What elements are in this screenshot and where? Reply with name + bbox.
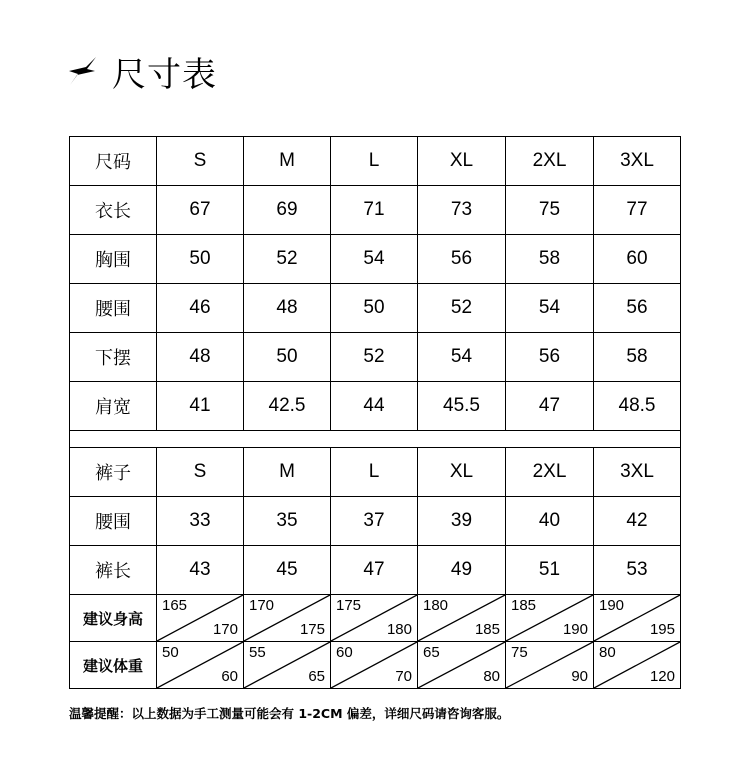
separator-cell <box>70 431 681 448</box>
table-cell: XL <box>418 137 506 186</box>
table-cell: 54 <box>506 284 594 333</box>
range-min: 190 <box>599 597 625 614</box>
range-max: 170 <box>212 621 238 638</box>
table-cell: 54 <box>418 333 506 382</box>
range-max: 185 <box>474 621 500 638</box>
range-max: 90 <box>571 668 588 685</box>
table-cell: 73 <box>418 186 506 235</box>
row-label: 肩宽 <box>70 382 157 431</box>
range-cell <box>244 642 331 689</box>
table-cell: 45 <box>244 546 331 595</box>
table-cell: 53 <box>594 546 681 595</box>
table-cell: 46 <box>157 284 244 333</box>
table-cell: 56 <box>506 333 594 382</box>
weight-recommend-row <box>70 642 681 689</box>
table-cell: 45.5 <box>418 382 506 431</box>
size-table <box>69 136 681 689</box>
row-label: 胸围 <box>70 235 157 284</box>
row-label: 衣长 <box>70 186 157 235</box>
range-min: 65 <box>423 644 440 661</box>
table-cell: 58 <box>506 235 594 284</box>
range-max: 60 <box>221 668 238 685</box>
range-cell <box>157 595 244 642</box>
range-min: 80 <box>599 644 616 661</box>
table-cell: 48 <box>157 333 244 382</box>
table-cell: 58 <box>594 333 681 382</box>
top-size-row <box>70 235 681 284</box>
table-cell: 50 <box>157 235 244 284</box>
table-cell: 43 <box>157 546 244 595</box>
table-cell: 37 <box>331 497 418 546</box>
range-max: 190 <box>562 621 588 638</box>
pants-size-row <box>70 546 681 595</box>
pants-header-row <box>70 448 681 497</box>
table-cell: M <box>244 137 331 186</box>
table-cell: 33 <box>157 497 244 546</box>
range-min: 185 <box>511 597 537 614</box>
table-cell: 52 <box>244 235 331 284</box>
row-label: 裤子 <box>70 448 157 497</box>
range-min: 170 <box>249 597 275 614</box>
table-cell: 56 <box>594 284 681 333</box>
top-size-row <box>70 284 681 333</box>
range-min: 60 <box>336 644 353 661</box>
measurement-note: 温馨提醒：以上数据为手工测量可能会有 1-2CM 偏差，详细尺码请咨询客服。 <box>69 706 510 721</box>
range-cell <box>244 595 331 642</box>
table-cell: 48.5 <box>594 382 681 431</box>
table-cell: 44 <box>331 382 418 431</box>
range-max: 195 <box>649 621 675 638</box>
table-cell: 47 <box>331 546 418 595</box>
table-cell: 42 <box>594 497 681 546</box>
row-label: 建议体重 <box>70 642 157 689</box>
range-max: 180 <box>386 621 412 638</box>
range-cell <box>157 642 244 689</box>
page-title <box>66 46 217 96</box>
table-separator <box>70 431 681 448</box>
top-size-row <box>70 333 681 382</box>
range-min: 55 <box>249 644 266 661</box>
table-cell: 42.5 <box>244 382 331 431</box>
title-text: 尺寸表 <box>112 54 217 95</box>
table-cell: XL <box>418 448 506 497</box>
table-cell: 40 <box>506 497 594 546</box>
range-max: 70 <box>395 668 412 685</box>
table-cell: 75 <box>506 186 594 235</box>
table-cell: 77 <box>594 186 681 235</box>
table-cell: 48 <box>244 284 331 333</box>
table-cell: 71 <box>331 186 418 235</box>
pants-size-row <box>70 497 681 546</box>
range-max: 65 <box>308 668 325 685</box>
table-cell: 2XL <box>506 448 594 497</box>
range-max: 175 <box>299 621 325 638</box>
range-cell <box>506 642 594 689</box>
table-cell: 39 <box>418 497 506 546</box>
table-cell: 2XL <box>506 137 594 186</box>
top-size-row <box>70 382 681 431</box>
table-cell: 50 <box>244 333 331 382</box>
range-min: 75 <box>511 644 528 661</box>
range-cell <box>506 595 594 642</box>
table-cell: 47 <box>506 382 594 431</box>
table-cell: 3XL <box>594 448 681 497</box>
range-min: 50 <box>162 644 179 661</box>
range-max: 120 <box>649 668 675 685</box>
table-cell: 52 <box>418 284 506 333</box>
table-cell: 52 <box>331 333 418 382</box>
row-label: 腰围 <box>70 497 157 546</box>
range-cell <box>418 642 506 689</box>
table-cell: 50 <box>331 284 418 333</box>
range-cell <box>418 595 506 642</box>
row-label: 下摆 <box>70 333 157 382</box>
range-cell <box>331 642 418 689</box>
star-icon <box>66 54 100 88</box>
range-min: 180 <box>423 597 449 614</box>
table-cell: 35 <box>244 497 331 546</box>
range-cell <box>331 595 418 642</box>
table-cell: 54 <box>331 235 418 284</box>
table-cell: L <box>331 448 418 497</box>
table-cell: S <box>157 448 244 497</box>
table-cell: 69 <box>244 186 331 235</box>
table-cell: 60 <box>594 235 681 284</box>
table-cell: L <box>331 137 418 186</box>
range-min: 165 <box>162 597 188 614</box>
table-cell: 3XL <box>594 137 681 186</box>
table-cell: 41 <box>157 382 244 431</box>
table-cell: 67 <box>157 186 244 235</box>
table-cell: S <box>157 137 244 186</box>
range-min: 175 <box>336 597 362 614</box>
range-cell <box>594 595 681 642</box>
table-cell: 56 <box>418 235 506 284</box>
table-cell: 51 <box>506 546 594 595</box>
row-label: 尺码 <box>70 137 157 186</box>
row-label: 裤长 <box>70 546 157 595</box>
height-recommend-row <box>70 595 681 642</box>
range-cell <box>594 642 681 689</box>
table-cell: M <box>244 448 331 497</box>
range-max: 80 <box>483 668 500 685</box>
table-cell: 49 <box>418 546 506 595</box>
row-label: 建议身高 <box>70 595 157 642</box>
top-size-row <box>70 186 681 235</box>
top-header-row <box>70 137 681 186</box>
row-label: 腰围 <box>70 284 157 333</box>
